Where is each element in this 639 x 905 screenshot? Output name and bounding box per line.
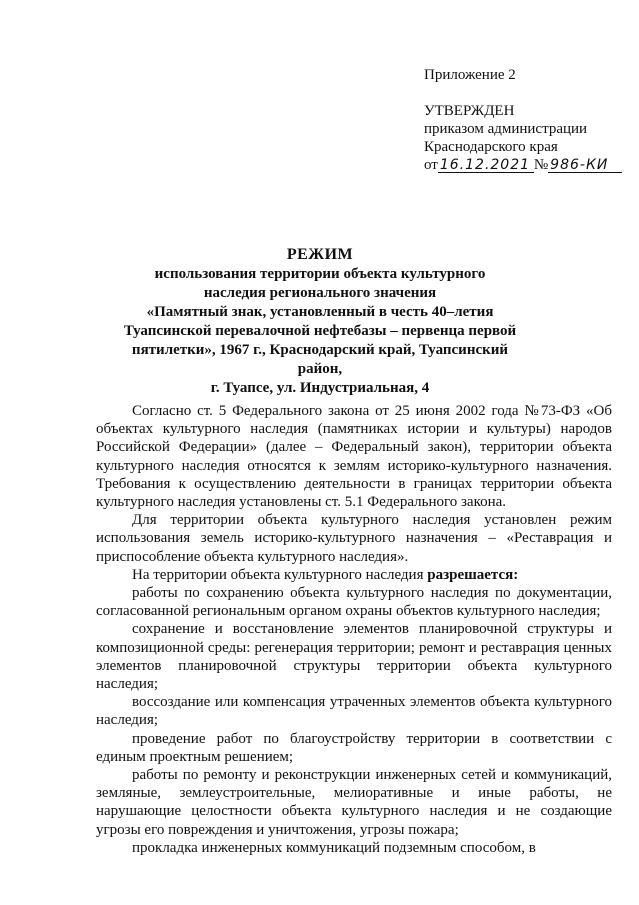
paragraph-2: Для территории объекта культурного наследия установлен режим использования земель историко-культурного назначения – «Реставрация и приспособление объекта культурного наследия». — [96, 512, 612, 565]
paragraph-3-bold: разрешается: — [427, 566, 519, 583]
title-line-3: «Памятный знак, установленный в честь 40–летия — [146, 304, 494, 320]
document-body — [96, 402, 612, 857]
title-line-1: использования территории объекта культурного — [154, 266, 486, 282]
number-prefix: № — [533, 157, 549, 173]
paragraph-7: проведение работ по благоустройству территории в соответствии с единым проектным решением; — [96, 730, 612, 765]
from-prefix: от — [424, 157, 438, 173]
title-line-6: г. Туапсе, ул. Индустриальная, 4 — [210, 380, 430, 396]
paragraph-4: работы по сохранению объекта культурного наследия по документации, согласованной региональным органом охраны объектов культурного наследия; — [96, 585, 612, 620]
paragraph-5: сохранение и восстановление элементов планировочной структуры и композиционной среды: регенерация территории; ремонт и реставрация ценных элементов планировочной структуры территории объекта культурного наследия; — [96, 621, 612, 693]
title-line-5: пятилетки», 1967 г., Краснодарский край, Туапсинский район, — [131, 342, 509, 377]
handwritten-number: 986-КИ — [548, 158, 622, 173]
spacer — [424, 84, 622, 102]
title-line-4: Туапсинской перевалочной нефтебазы – первенца первой — [123, 323, 517, 339]
paragraph-1: Согласно ст. 5 Федерального закона от 25 июня 2002 года №73-ФЗ «Об объектах культурного наследия (памятниках истории и культуры) народов Российской Федерации» (далее – Федеральный закон), территории объекта культурного наследия относятся к землям историко-культурного назначения. Требования к осуществлению деятельности в границах территории объекта культурного наследия установлены ст. 5.1 Федерального закона. — [96, 403, 612, 511]
document-title — [120, 245, 520, 398]
paragraph-3 — [96, 566, 612, 584]
approved-label: УТВЕРЖДЕН — [424, 103, 515, 119]
paragraph-8: работы по ремонту и реконструкции инженерных сетей и коммуникаций, земляные, землеустроительные, мелиоративные и иные работы, не нарушающие целостности объекта культурного наследия и не создающие угрозы его повреждения и уничтожения, угрозы пожара; — [96, 767, 612, 838]
paragraph-6: воссоздание или компенсация утраченных элементов объекта культурного наследия; — [96, 694, 612, 729]
title-heading: РЕЖИМ — [286, 246, 354, 263]
paragraph-3-text: На территории объекта культурного наследия — [132, 566, 428, 583]
handwritten-date: 16.12.2021 — [438, 158, 534, 173]
approval-block — [424, 66, 622, 174]
appendix-label: Приложение 2 — [424, 67, 516, 83]
approval-line-2: Краснодарского края — [424, 139, 558, 155]
approval-line-1: приказом администрации — [424, 121, 588, 137]
approval-date-line — [424, 156, 622, 174]
paragraph-9: прокладка инженерных коммуникаций подземным способом, в — [132, 839, 536, 856]
title-line-2: наследия регионального значения — [203, 285, 437, 301]
